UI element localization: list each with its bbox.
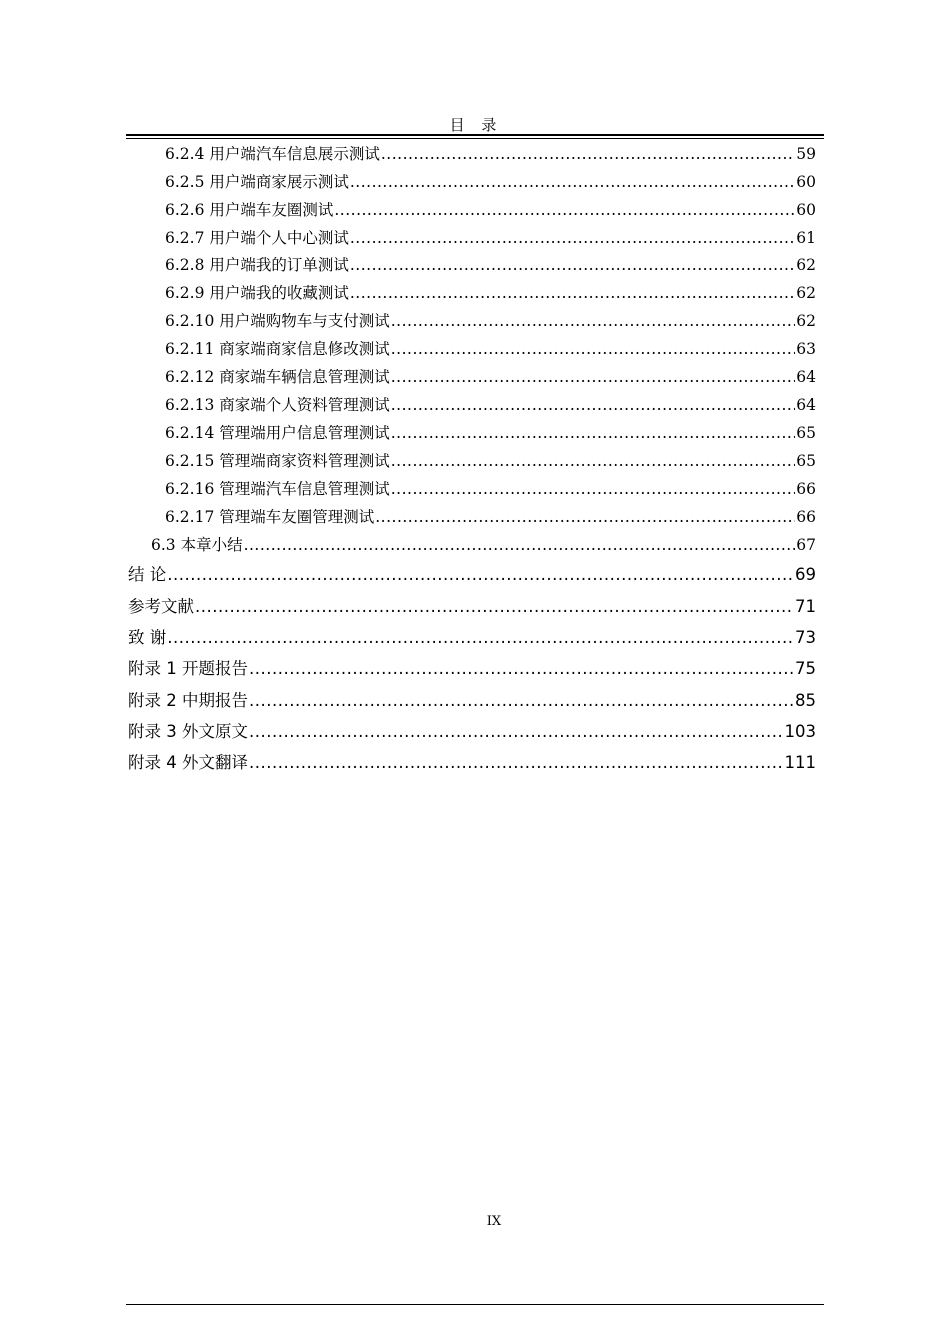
toc-dot-leader [350, 256, 795, 274]
footer-rule [126, 1304, 824, 1305]
toc-dot-leader [167, 565, 794, 584]
toc-chapter-page: 111 [784, 753, 816, 772]
toc-entry[interactable] [165, 421, 816, 443]
toc-entry[interactable] [165, 449, 816, 471]
toc-entry-page: 62 [796, 256, 816, 274]
toc-entry[interactable] [165, 365, 816, 387]
running-header-title: 目 录 [449, 116, 503, 134]
toc-entry-label: 6.2.6 用户端车友圈测试 [165, 201, 334, 219]
toc-chapter-page: 85 [795, 691, 816, 710]
toc-entry-page: 64 [796, 396, 816, 414]
toc-dot-leader [391, 396, 796, 414]
toc-entry-page: 67 [796, 536, 816, 554]
toc-chapter-page: 69 [795, 565, 816, 584]
toc-chapter-label: 结 论 [128, 565, 167, 584]
toc-entry[interactable] [151, 533, 816, 555]
toc-entry-label: 6.2.17 管理端车友圈管理测试 [165, 508, 375, 526]
toc-entry[interactable] [165, 505, 816, 527]
toc-dot-leader [391, 452, 796, 470]
toc-entry[interactable] [165, 170, 816, 192]
toc-entry-page: 59 [796, 145, 816, 163]
toc-entry-page: 60 [796, 201, 816, 219]
toc-entry-page: 66 [796, 480, 816, 498]
toc-entry[interactable] [165, 226, 816, 248]
toc-dot-leader [167, 628, 794, 647]
toc-entry-label: 6.2.7 用户端个人中心测试 [165, 229, 349, 247]
toc-chapter[interactable] [128, 655, 816, 679]
toc-entry-label: 6.2.13 商家端个人资料管理测试 [165, 396, 390, 414]
toc-chapter-label: 附录 1 开题报告 [128, 659, 248, 678]
toc-entry-page: 66 [796, 508, 816, 526]
toc-chapter[interactable] [128, 687, 816, 711]
toc-chapter[interactable] [128, 593, 816, 617]
toc-entry[interactable] [165, 281, 816, 303]
toc-dot-leader [391, 480, 796, 498]
toc-entry[interactable] [165, 337, 816, 359]
toc-dot-leader [391, 312, 796, 330]
toc-entry-label: 6.3 本章小结 [151, 536, 243, 554]
toc-entry-label: 6.2.9 用户端我的收藏测试 [165, 284, 349, 302]
toc-dot-leader [249, 691, 794, 710]
toc-dot-leader [244, 536, 796, 554]
toc-dot-leader [381, 145, 795, 163]
toc-chapter-label: 附录 4 外文翻译 [128, 753, 248, 772]
toc-entry[interactable] [165, 253, 816, 275]
toc-dot-leader [391, 424, 796, 442]
toc-entry-page: 65 [796, 424, 816, 442]
toc-dot-leader [391, 368, 796, 386]
toc-dot-leader [195, 597, 794, 616]
toc-chapter-label: 附录 2 中期报告 [128, 691, 248, 710]
toc-entry-label: 6.2.14 管理端用户信息管理测试 [165, 424, 390, 442]
toc-dot-leader [334, 201, 795, 219]
toc-entry[interactable] [165, 309, 816, 331]
toc-chapter-label: 致 谢 [128, 628, 167, 647]
toc-chapter[interactable] [128, 624, 816, 648]
toc-entry-label: 6.2.5 用户端商家展示测试 [165, 173, 349, 191]
toc-chapter[interactable] [128, 561, 816, 585]
toc-entry-label: 6.2.16 管理端汽车信息管理测试 [165, 480, 390, 498]
toc-entry-label: 6.2.11 商家端商家信息修改测试 [165, 340, 390, 358]
toc-chapter-page: 73 [795, 628, 816, 647]
page-number: IX [486, 1214, 502, 1229]
toc-entry-page: 60 [796, 173, 816, 191]
toc-entry[interactable] [165, 142, 816, 164]
toc-dot-leader [375, 508, 795, 526]
toc-dot-leader [350, 284, 795, 302]
toc-chapter-page: 71 [795, 597, 816, 616]
toc-entry-page: 64 [796, 368, 816, 386]
toc-entry-page: 62 [796, 312, 816, 330]
toc-entry-page: 63 [796, 340, 816, 358]
toc-entry[interactable] [165, 198, 816, 220]
toc-entry[interactable] [165, 477, 816, 499]
toc-chapter-page: 75 [795, 659, 816, 678]
toc-entry-page: 62 [796, 284, 816, 302]
toc-entry-label: 6.2.12 商家端车辆信息管理测试 [165, 368, 390, 386]
toc-entry-label: 6.2.15 管理端商家资料管理测试 [165, 452, 390, 470]
toc-entry-label: 6.2.4 用户端汽车信息展示测试 [165, 145, 380, 163]
toc-chapter-label: 参考文献 [128, 597, 194, 616]
toc-dot-leader [391, 340, 796, 358]
toc-chapter-label: 附录 3 外文原文 [128, 722, 248, 741]
toc-chapter-page: 103 [784, 722, 816, 741]
toc-entry[interactable] [165, 393, 816, 415]
toc-dot-leader [350, 173, 795, 191]
toc-dot-leader [350, 229, 795, 247]
toc-entry-label: 6.2.10 用户端购物车与支付测试 [165, 312, 390, 330]
toc-entry-page: 65 [796, 452, 816, 470]
toc-dot-leader [249, 722, 784, 741]
toc-entry-label: 6.2.8 用户端我的订单测试 [165, 256, 349, 274]
toc-dot-leader [249, 659, 794, 678]
toc-chapter[interactable] [128, 749, 816, 773]
toc-dot-leader [249, 753, 784, 772]
toc-entry-page: 61 [796, 229, 816, 247]
toc-chapter[interactable] [128, 718, 816, 742]
